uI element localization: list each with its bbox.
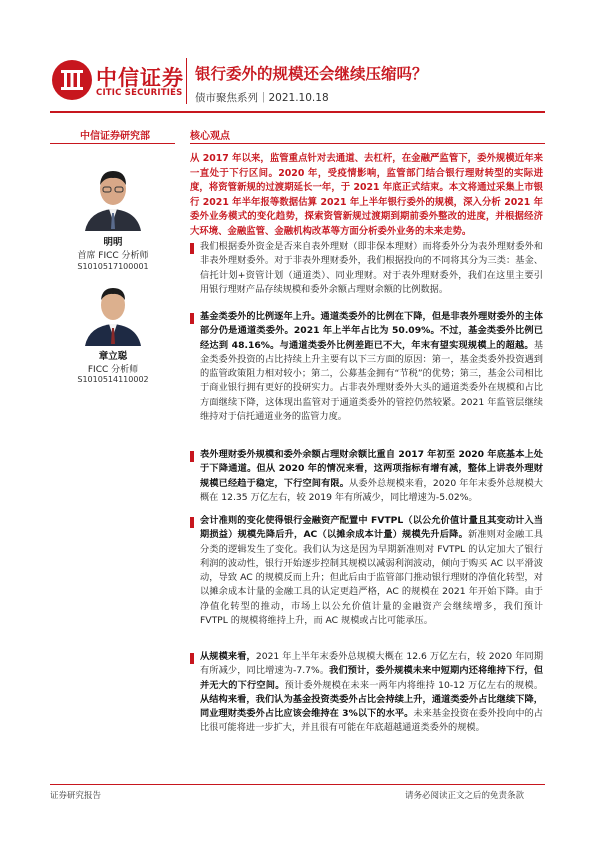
paragraph-5-highlight: 从结构来看，我们认为基金投资类委外占比会持续上升，通道类委外占比继续下降，同业理财类委外占比应该会维持在 3%以下的水平。 [200,693,543,720]
header-divider [186,58,187,104]
brand-name-cn: 中信证券 [96,66,184,90]
bullet-marker [190,451,194,462]
header-rule [50,111,545,113]
right-column-rule [190,143,545,144]
paragraph-5-highlight: 我们预计，委外规模未来中短期内还将维持下行，但并无大的下行空间。 [200,665,544,691]
bullet-marker [190,313,194,324]
paragraph-4-body: 新准则对金融工具分类的逻辑发生了变化。我们认为这是因为早期新准则对 FVTPL 的认定加大了银行利润的波动性，银行开始逐步控制其规模以减弱利润波动，倾向于购买 AC 以平滑波动，导致 AC 的规模反而上升；但此后由于监管部门推动银行理财的净值化转型，对以摊余成本计量的金融工具的认定更趋严格，AC 的规模在 2021 年开始下降。由于净值化转型的推动，市场上以公允价值计量的金融资产会继续增多，我们预计 FVTPL 的规模将维持上升，而 AC 规模或占比可能承压。 [200,529,543,627]
paragraph-5-body: 未来基金投资在委外投向中的占比很可能将进一步扩大，并且很有可能在年底超越通道类委外的规模。 [200,708,543,734]
paragraph-4-highlight: 会计准则的变化使得银行金融资产配置中 FVTPL（以公允价值计量且其变动计入当期损益）规模先降后升，AC（以摊余成本计量）规模先升后降。 [200,515,543,541]
paragraph-3-highlight: 表外理财委外规模和委外余额占理财余额比重自 2017 年初至 2020 年底基本上处于下降通道。但从 2020 年的情况来看，这两项指标有增有减，整体上讲表外理财规模已经趋于稳定，下行空间有限。 [200,449,543,489]
paragraph-3-body: 从委外总规模来看，2020 年年末委外总规模大概在 12.35 万亿左右，较 2019 年有所减少，同比增速为-5.02%。 [200,477,543,503]
analyst-photo [81,163,145,231]
footer-disclaimer: 请务必阅读正文之后的免责条款 [405,791,525,801]
paragraph-4 [200,514,543,628]
analyst-name: 章立聪 [98,351,128,362]
paragraph-5-body: 2021 年上半年末委外总规模大概在 12.6 万亿左右，较 2020 年同期有所减少，同比增速为-7.7%。 [200,651,544,677]
analyst-photo [81,278,145,346]
summary-paragraph: 从 2017 年以来，监管重点针对去通道、去杠杆，在金融严监管下，委外规模近年来一直处于下行区间。2020 年，受疫情影响，监管部门结合银行理财转型的实际进度，将资管新规的过渡期延长一年，于 2021 年底正式结束。本文将通过采集上市银行 2021 年半年报等数据估算 2021 年上半年银行委外的规模，深入分析 2021 年委外业务模式的变化趋势，探索资管新规过渡期到期前委外整改的进度，并根据经济大环境、金融监管、金融机构改革等方面分析委外业务的未来走势。 [190,153,543,237]
paragraph-2 [200,310,543,424]
left-column-rule [50,143,175,144]
bullet-marker [190,517,194,528]
paragraph-2-highlight: 基金类委外的比例逐年上升。通道类委外的比例在下降，但是非表外理财委外的主体部分仍是通道类委外。2021 年上半年占比为 50.09%。不过，基金类委外比例已经达到 48.16%。与通道类委外比例差距已不大，年末有望实现规模上的超越。 [200,311,543,351]
series-date: 债市聚焦系列｜2021.10.18 [195,92,329,104]
paragraph-1: 我们根据委外资金是否来自表外理财（即非保本理财）而将委外分为表外理财委外和非表外理财委外。对于非表外理财委外，我们根据投向的不同将其分为三类：基金、信托计划+资管计划（通道类）、同业理财。对于表外理财委外，我们在这里主要引用银行理财产品存续规模和委外余额占理财余额的比例数据。 [200,241,543,295]
bullet-marker [190,243,194,254]
footer-rule [50,784,545,785]
research-institute: 中信证券研究部 [80,131,150,142]
analyst-license-id: S1010517100001 [77,262,149,271]
footer-report-type: 证券研究报告 [50,791,102,801]
section-label: 核心观点 [190,131,230,142]
paragraph-2-body: 基金类委外投资的占比持续上升主要有以下三方面的原因：第一，基金类委外投资遇到的监管政策阻力相对较小；第二，公募基金拥有“节税”的优势；第三，基金公司相比于商业银行拥有更好的投研实力。占非表外理财委外大头的通道类委外在规模和占比方面继续下降，这体现出监管对于通道类委外的管控仍然较紧。2021 年监管层继续维持对于信托通道业务的监管力度。 [200,339,543,423]
citic-logo-icon [52,60,92,100]
report-title: 银行委外的规模还会继续压缩吗？ [195,65,428,83]
bullet-marker [190,653,194,664]
analyst-name: 明明 [103,237,123,248]
paragraph-3 [200,448,543,505]
analyst-license-id: S1010514110002 [77,375,149,384]
paragraph-5-body: 预计委外规模在未来一两年内将维持 10-12 万亿左右的规模。 [284,679,544,691]
paragraph-5 [200,650,543,736]
brand-name-en: CITIC SECURITIES [96,88,183,98]
analyst-title: FICC 分析师 [87,365,139,375]
analyst-title: 首席 FICC 分析师 [77,251,149,261]
paragraph-5-highlight: 从规模来看， [200,651,256,662]
